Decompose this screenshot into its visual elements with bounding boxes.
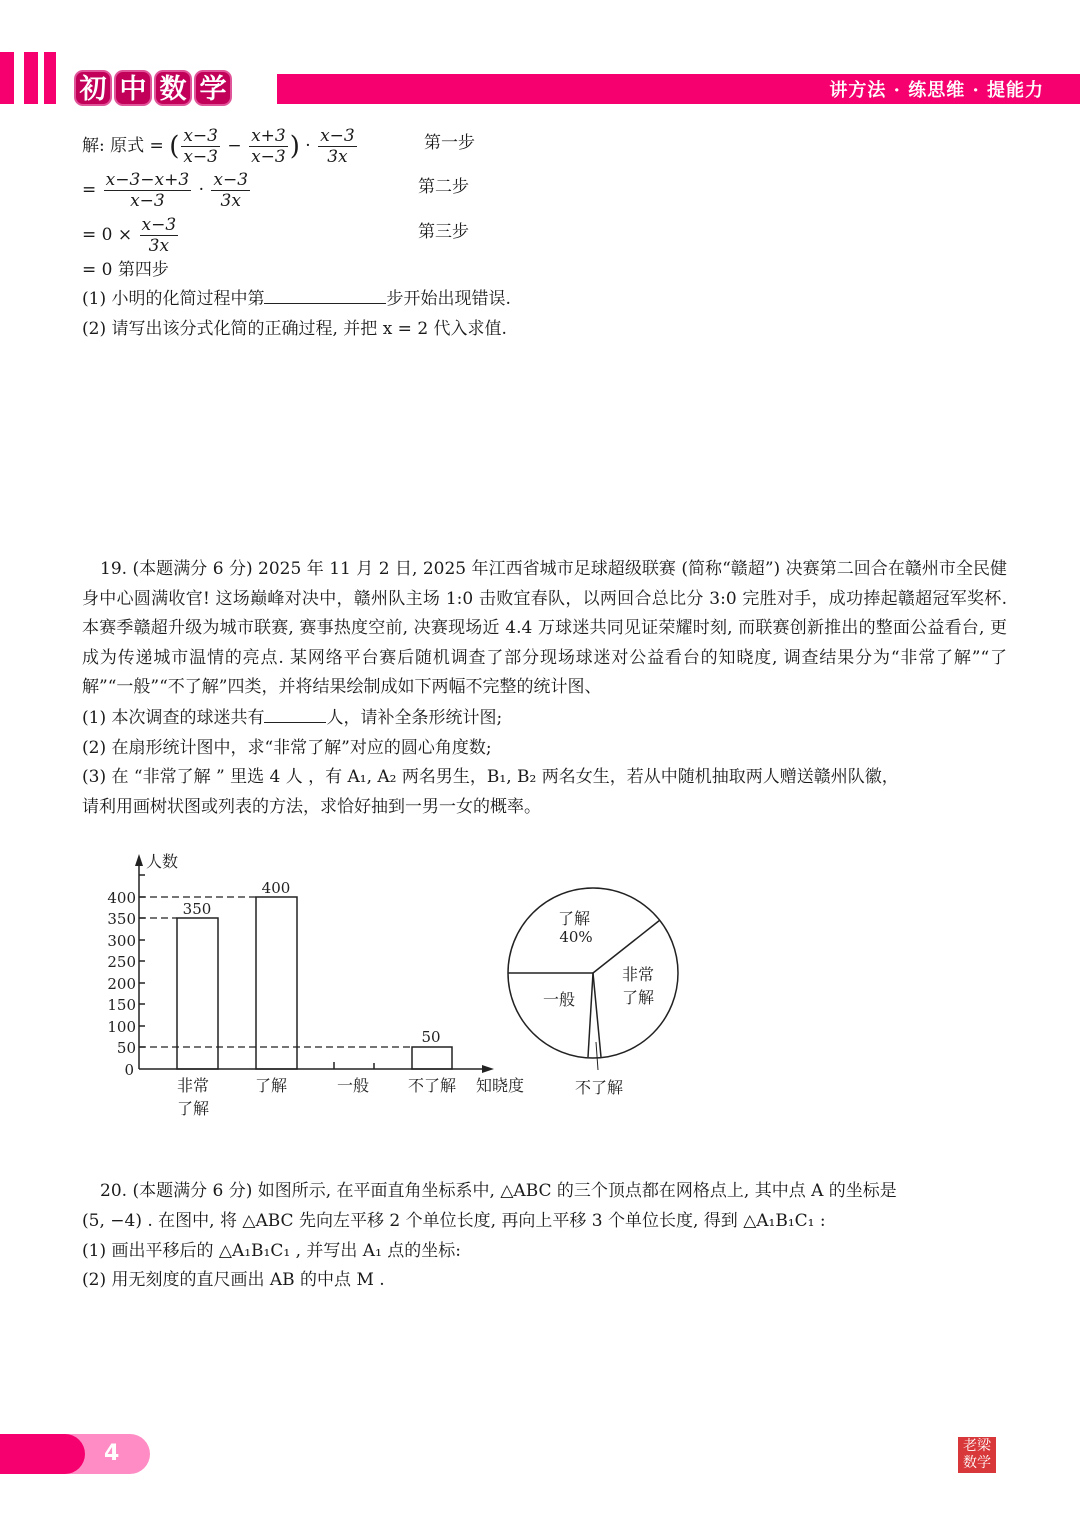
q18-line4: = 0 第四步 [82,260,169,280]
pie-label-buliaojie: 不了解 [574,1078,624,1097]
q18-line1: 解: 原式 = ( $\frac{x-3}{x-3}$ − $\frac{x+3}{x-3}$ ) · $\frac{x-3}{3x}$ [82,126,355,167]
q20-line2: (5, −4) . 在图中, 将 △ABC 先向左平移 2 个单位长度, 再向上平移 3 个单位长度, 得到 △A₁B₁C₁ : [82,1211,826,1231]
fraction: $\frac{x-3}{x-3}$ [183,126,218,167]
ytick-label: 0 [124,1061,134,1079]
step-label-3: 第三步 [418,222,469,242]
category-label: 了解 [176,1099,210,1118]
q19-sub1: (1) 本次调查的球迷共有 人，请补全条形统计图; [82,703,502,733]
q18-line3: = 0 × $\frac{x-3}{3x}$ [82,215,177,256]
page-number: 4 [104,1441,120,1466]
ytick-label: 400 [107,889,136,907]
pie-label-liaojie: 了解 [557,909,591,928]
q18-sub1: (1) 小明的化简过程中第 步开始出现错误. [82,284,511,314]
q20-line3: (1) 画出平移后的 △A₁B₁C₁ , 并写出 A₁ 点的坐标: [82,1241,462,1261]
logo-char: 中 [114,70,152,106]
footer-bar [0,1434,85,1474]
ytick-label: 150 [107,996,136,1014]
q18-line2: = $\frac{x-3-x+3}{x-3}$ · $\frac{x-3}{3x}$ [82,170,249,211]
ytick-label: 100 [107,1018,136,1036]
fraction: $\frac{x-3-x+3}{x-3}$ [105,170,190,211]
q19-sub2: (2) 在扇形统计图中，求“非常了解”对应的圆心角度数; [82,738,492,758]
q19-paragraph: 19. (本题满分 6 分) 2025 年 11 月 2 日, 2025 年江西省城市足球超级联赛 (简称“赣超”) 决赛第二回合在赣州市全民健身中心圆满收官! 这场巅峰对决中，赣州队主场 1:0 击败宜春队，以两回合总比分 3:0 完胜对手，成功捧起赣超冠军奖杯. 本赛季赣超升级为城市联赛, 赛事热度空前, 决赛现场近 4.4 万球迷共同见证荣耀时刻, 而联赛创新推出的整面公益看台, 更成为传递城市温情的亮点. 某网络平台赛后随机调查了部分现场球迷对公益看台的知晓度, 调查结果分为“非常了解”“了解”“一般”“不了解”四类，并将结果绘制成如下两幅不完整的统计图、 [82,559,1007,697]
q19-sub3-line1: (3) 在 “非常了解 ” 里选 4 人 ，有 A₁, A₂ 两名男生，B₁, B₂ 两名女生，若从中随机抽取两人赠送赣州队徽， [82,767,899,787]
category-label: 不了解 [407,1076,457,1095]
step-label-2: 第二步 [418,177,469,197]
fraction: $\frac{x-3}{3x}$ [141,215,177,256]
x-axis-label: 知晓度 [475,1076,525,1095]
bar-value-label: 400 [261,879,291,897]
fraction: $\frac{x-3}{3x}$ [213,170,249,211]
header-slogan: 讲方法 · 练思维 · 提能力 [829,80,1044,101]
y-axis-label: 人数 [146,852,179,871]
bar-value-label: 50 [421,1028,441,1046]
q18-sub2: (2) 请写出该分式化简的正确过程, 并把 x = 2 代入求值. [82,319,507,339]
ytick-label: 50 [116,1039,136,1057]
ytick-label: 350 [107,910,136,928]
step-label-1: 第一步 [424,133,475,153]
pie-label-yiban: 一般 [542,990,576,1009]
category-label: 一般 [336,1076,370,1095]
q20-line4: (2) 用无刻度的直尺画出 AB 的中点 M . [82,1270,385,1290]
author-seal: 老梁 数学 [958,1437,996,1473]
fraction: $\frac{x-3}{3x}$ [320,126,355,167]
category-label: 了解 [254,1076,288,1095]
category-label: 非常 [176,1076,210,1095]
bar-value-label: 350 [182,900,212,918]
q19-sub3-line2: 请利用画树状图或列表的方法，求恰好抽到一男一女的概率。 [82,797,541,817]
q20-line1: 20. (本题满分 6 分) 如图所示, 在平面直角坐标系中, △ABC 的三个顶点都在网格点上, 其中点 A 的坐标是 [100,1181,897,1201]
logo-char: 学 [194,70,232,106]
pie-percent-liaojie: 40% [559,928,593,946]
ytick-label: 300 [107,932,136,950]
pie-label-feichang: 非常 [621,965,655,984]
ytick-label: 200 [107,975,136,993]
fraction: $\frac{x+3}{x-3}$ [251,126,286,167]
ytick-label: 250 [107,953,136,971]
logo-char: 数 [154,70,192,106]
pie-label-feichang: 了解 [621,988,655,1007]
logo-char: 初 [74,70,112,106]
